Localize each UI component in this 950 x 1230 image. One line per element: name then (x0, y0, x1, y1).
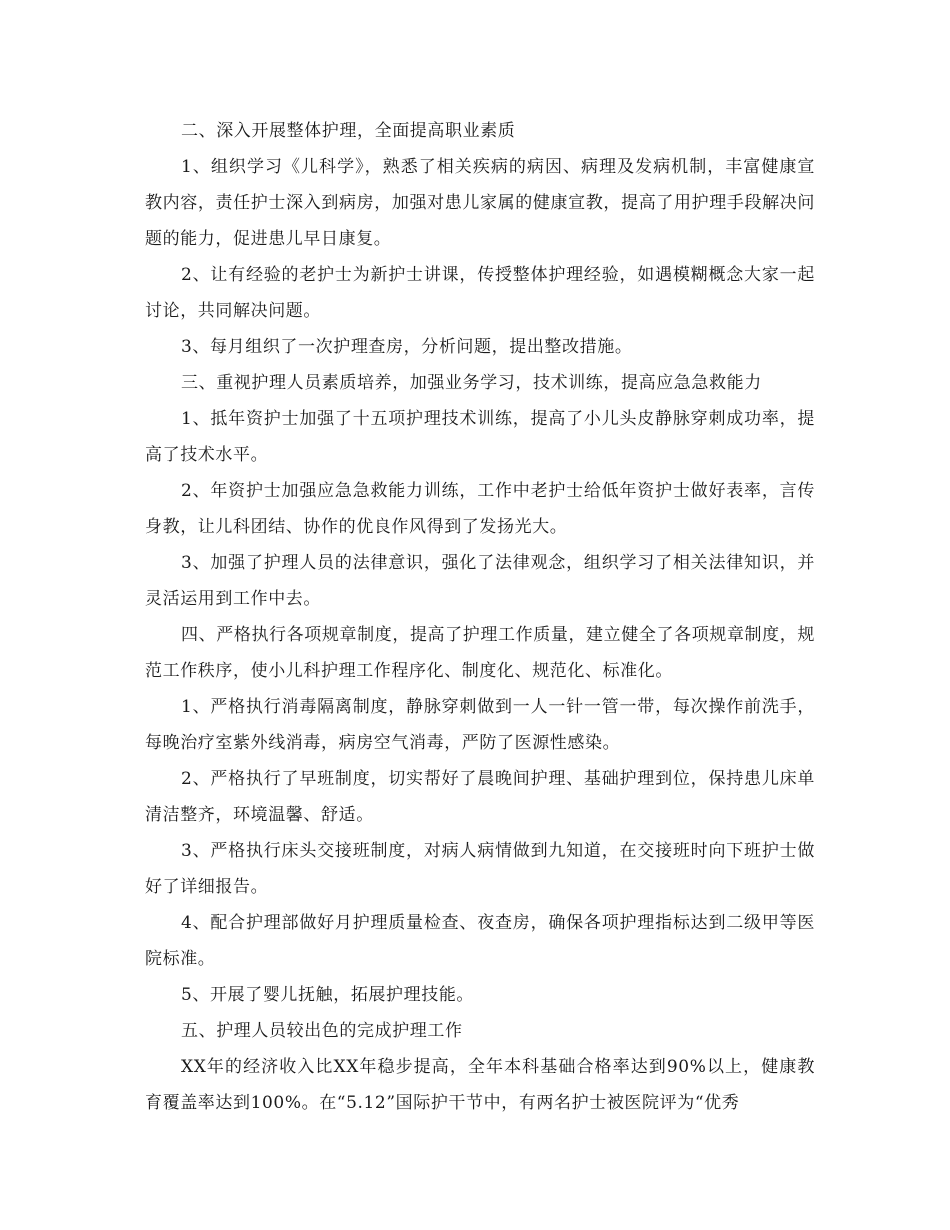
paragraph-heading-5: 五、护理人员较出色的完成护理工作 (181, 1021, 463, 1041)
paragraph: 1、严格执行消毒隔离制度，静脉穿刺做到一人一针一管一带，每次操作前洗手，每晚治疗室紫外线消毒，病房空气消毒，严防了医源性感染。 (145, 697, 815, 753)
paragraph-heading-3: 三、重视护理人员素质培养，加强业务学习，技术训练，提高应急急救能力 (181, 373, 762, 393)
paragraph: 3、严格执行床头交接班制度，对病人病情做到九知道，在交接班时向下班护士做好了详细报告。 (145, 841, 815, 897)
document-body (145, 113, 815, 1121)
paragraph: 3、加强了护理人员的法律意识，强化了法律观念，组织学习了相关法律知识，并灵活运用到工作中去。 (145, 553, 815, 609)
paragraph: 4、配合护理部做好月护理质量检查、夜查房，确保各项护理指标达到二级甲等医院标准。 (145, 913, 815, 969)
paragraph: XX年的经济收入比XX年稳步提高，全年本科基础合格率达到90%以上，健康教育覆盖率达到100%。在“5.12”国际护干节中，有两名护士被医院评为“优秀 (145, 1057, 815, 1113)
paragraph-heading-4: 四、严格执行各项规章制度，提高了护理工作质量，建立健全了各项规章制度，规范工作秩序，使小儿科护理工作程序化、制度化、规范化、标准化。 (145, 625, 815, 681)
paragraph: 1、组织学习《儿科学》，熟悉了相关疾病的病因、病理及发病机制，丰富健康宣教内容，责任护士深入到病房，加强对患儿家属的健康宣教，提高了用护理手段解决问题的能力，促进患儿早日康复。 (145, 157, 815, 249)
paragraph: 2、年资护士加强应急急救能力训练，工作中老护士给低年资护士做好表率，言传身教，让儿科团结、协作的优良作风得到了发扬光大。 (145, 481, 815, 537)
paragraph: 2、让有经验的老护士为新护士讲课，传授整体护理经验，如遇模糊概念大家一起讨论，共同解决问题。 (145, 265, 815, 321)
paragraph: 2、严格执行了早班制度，切实帮好了晨晚间护理、基础护理到位，保持患儿床单清洁整齐，环境温馨、舒适。 (145, 769, 815, 825)
paragraph-heading-2: 二、深入开展整体护理，全面提高职业素质 (181, 121, 516, 141)
paragraph: 1、抵年资护士加强了十五项护理技术训练，提高了小儿头皮静脉穿刺成功率，提高了技术水平。 (145, 409, 815, 465)
paragraph: 5、开展了婴儿抚触，拓展护理技能。 (181, 985, 475, 1005)
paragraph: 3、每月组织了一次护理查房，分析问题，提出整改措施。 (181, 337, 633, 357)
